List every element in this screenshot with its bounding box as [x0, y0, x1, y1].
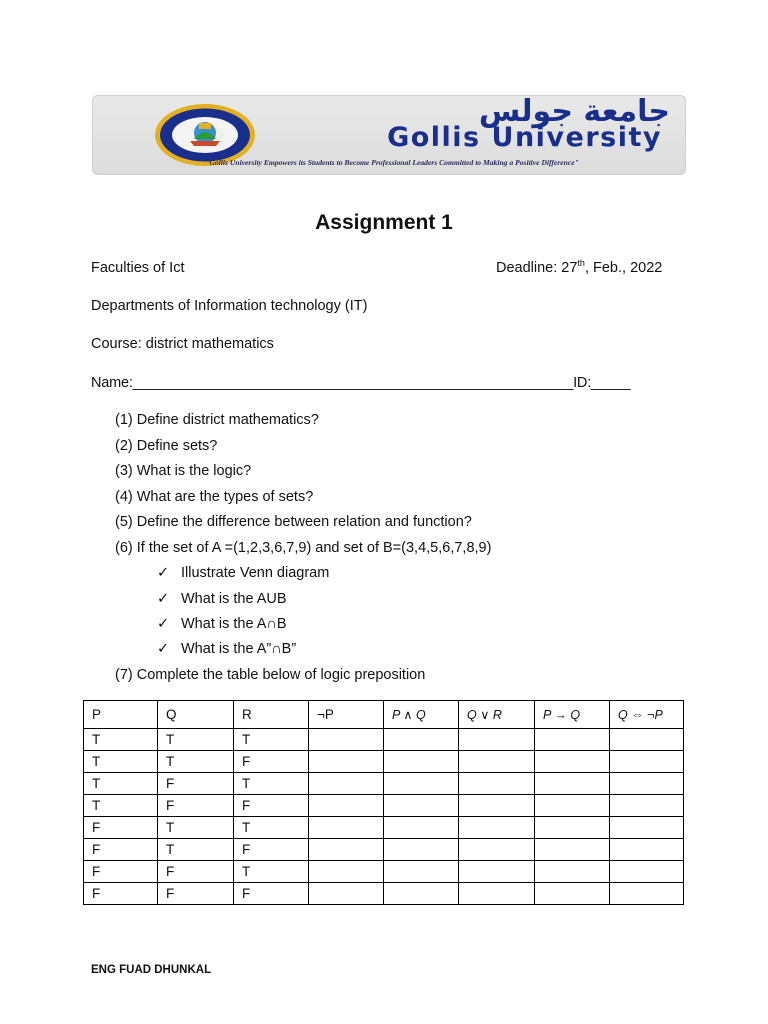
checklist-item	[157, 639, 296, 659]
answer-cell[interactable]	[309, 773, 384, 795]
answer-cell[interactable]	[384, 729, 459, 751]
header-p-and-q: P ∧ Q	[384, 701, 459, 729]
answer-cell[interactable]	[309, 839, 384, 861]
answer-cell[interactable]	[459, 751, 535, 773]
checklist-item-label: What is the AUB	[181, 591, 287, 607]
truth-value-cell: F	[84, 861, 158, 883]
name-id-line: Name:________________________________________________________ID:_____	[91, 375, 631, 391]
table-row	[84, 751, 684, 773]
answer-cell[interactable]	[309, 817, 384, 839]
table-row	[84, 795, 684, 817]
answer-cell[interactable]	[610, 729, 684, 751]
truth-value-cell: F	[84, 883, 158, 905]
truth-value-cell: T	[158, 729, 234, 751]
answer-cell[interactable]	[309, 729, 384, 751]
answer-cell[interactable]	[610, 795, 684, 817]
question-1: (1) Define district mathematics?	[115, 412, 319, 428]
answer-cell[interactable]	[459, 773, 535, 795]
table-row	[84, 861, 684, 883]
truth-value-cell: F	[234, 751, 309, 773]
truth-value-cell: F	[158, 861, 234, 883]
truth-value-cell: T	[158, 839, 234, 861]
answer-cell[interactable]	[610, 751, 684, 773]
answer-cell[interactable]	[459, 839, 535, 861]
header-not-p: ¬P	[309, 701, 384, 729]
checklist-item-label: Illustrate Venn diagram	[181, 565, 330, 581]
department-line: Departments of Information technology (IT)	[91, 298, 368, 314]
truth-value-cell: T	[84, 773, 158, 795]
university-banner	[92, 95, 686, 175]
truth-value-cell: T	[234, 861, 309, 883]
answer-cell[interactable]	[535, 839, 610, 861]
truth-value-cell: F	[158, 773, 234, 795]
truth-value-cell: F	[84, 817, 158, 839]
answer-cell[interactable]	[309, 861, 384, 883]
checklist-item-label: What is the A”∩B”	[181, 641, 297, 657]
answer-cell[interactable]	[610, 817, 684, 839]
answer-cell[interactable]	[535, 751, 610, 773]
truth-value-cell: F	[158, 883, 234, 905]
checklist-item-label: What is the A∩B	[181, 616, 287, 632]
table-row	[84, 729, 684, 751]
checkmark-icon: ✓	[157, 591, 170, 607]
answer-cell[interactable]	[610, 861, 684, 883]
truth-table	[83, 700, 684, 905]
header-p: P	[84, 701, 158, 729]
answer-cell[interactable]	[309, 751, 384, 773]
university-motto: "Gollis University Empowers its Students to Become Professional Leaders Committed to Making a Positive Difference"	[205, 158, 579, 167]
checkmark-icon: ✓	[157, 641, 170, 657]
table-header-row	[84, 701, 684, 729]
truth-value-cell: F	[234, 795, 309, 817]
question-3: (3) What is the logic?	[115, 463, 252, 479]
truth-value-cell: T	[158, 751, 234, 773]
question-2: (2) Define sets?	[115, 438, 218, 454]
answer-cell[interactable]	[610, 839, 684, 861]
deadline-label: Deadline: 27	[496, 260, 578, 276]
answer-cell[interactable]	[459, 795, 535, 817]
answer-cell[interactable]	[459, 817, 535, 839]
assignment-title: Assignment 1	[315, 211, 453, 234]
question-6: (6) If the set of A =(1,2,3,6,7,9) and set of B=(3,4,5,6,7,8,9)	[115, 540, 492, 556]
checklist-item	[157, 563, 329, 583]
answer-cell[interactable]	[459, 861, 535, 883]
table-row	[84, 817, 684, 839]
table-row	[84, 883, 684, 905]
answer-cell[interactable]	[384, 839, 459, 861]
answer-cell[interactable]	[384, 883, 459, 905]
checklist-item	[157, 589, 287, 609]
header-q-iff-not-p: Q ⇔ ¬P	[610, 701, 684, 729]
answer-cell[interactable]	[459, 729, 535, 751]
answer-cell[interactable]	[384, 795, 459, 817]
answer-cell[interactable]	[459, 883, 535, 905]
answer-cell[interactable]	[535, 861, 610, 883]
deadline-line	[496, 258, 662, 278]
answer-cell[interactable]	[309, 795, 384, 817]
answer-cell[interactable]	[610, 883, 684, 905]
truth-value-cell: T	[84, 751, 158, 773]
truth-value-cell: T	[234, 773, 309, 795]
question-4: (4) What are the types of sets?	[115, 489, 314, 505]
truth-value-cell: T	[158, 817, 234, 839]
course-line: Course: district mathematics	[91, 336, 274, 352]
answer-cell[interactable]	[309, 883, 384, 905]
checklist-item	[157, 614, 287, 634]
answer-cell[interactable]	[535, 883, 610, 905]
truth-value-cell: T	[234, 729, 309, 751]
table-row	[84, 773, 684, 795]
answer-cell[interactable]	[535, 817, 610, 839]
answer-cell[interactable]	[384, 861, 459, 883]
checkmark-icon: ✓	[157, 565, 170, 581]
answer-cell[interactable]	[535, 795, 610, 817]
deadline-superscript: th	[577, 258, 585, 269]
faculty-line: Faculties of Ict	[91, 260, 185, 276]
question-7: (7) Complete the table below of logic preposition	[115, 667, 426, 683]
truth-value-cell: F	[234, 839, 309, 861]
deadline-date: , Feb., 2022	[584, 260, 663, 276]
answer-cell[interactable]	[384, 817, 459, 839]
question-5: (5) Define the difference between relation and function?	[115, 514, 472, 530]
answer-cell[interactable]	[384, 751, 459, 773]
answer-cell[interactable]	[384, 773, 459, 795]
answer-cell[interactable]	[535, 773, 610, 795]
arabic-university-name: جامعة جولس	[478, 94, 670, 129]
truth-value-cell: F	[234, 883, 309, 905]
answer-cell[interactable]	[610, 773, 684, 795]
author-footer: ENG FUAD DHUNKAL	[91, 964, 212, 976]
truth-value-cell: F	[84, 839, 158, 861]
truth-value-cell: T	[84, 729, 158, 751]
answer-cell[interactable]	[535, 729, 610, 751]
header-q: Q	[158, 701, 234, 729]
table-row	[84, 839, 684, 861]
header-q-or-r: Q ∨ R	[459, 701, 535, 729]
truth-value-cell: T	[234, 817, 309, 839]
checkmark-icon: ✓	[157, 616, 170, 632]
truth-value-cell: T	[84, 795, 158, 817]
university-name: Gollis University	[387, 122, 662, 153]
truth-value-cell: F	[158, 795, 234, 817]
header-p-implies-q: P → Q	[535, 701, 610, 729]
header-r: R	[234, 701, 309, 729]
